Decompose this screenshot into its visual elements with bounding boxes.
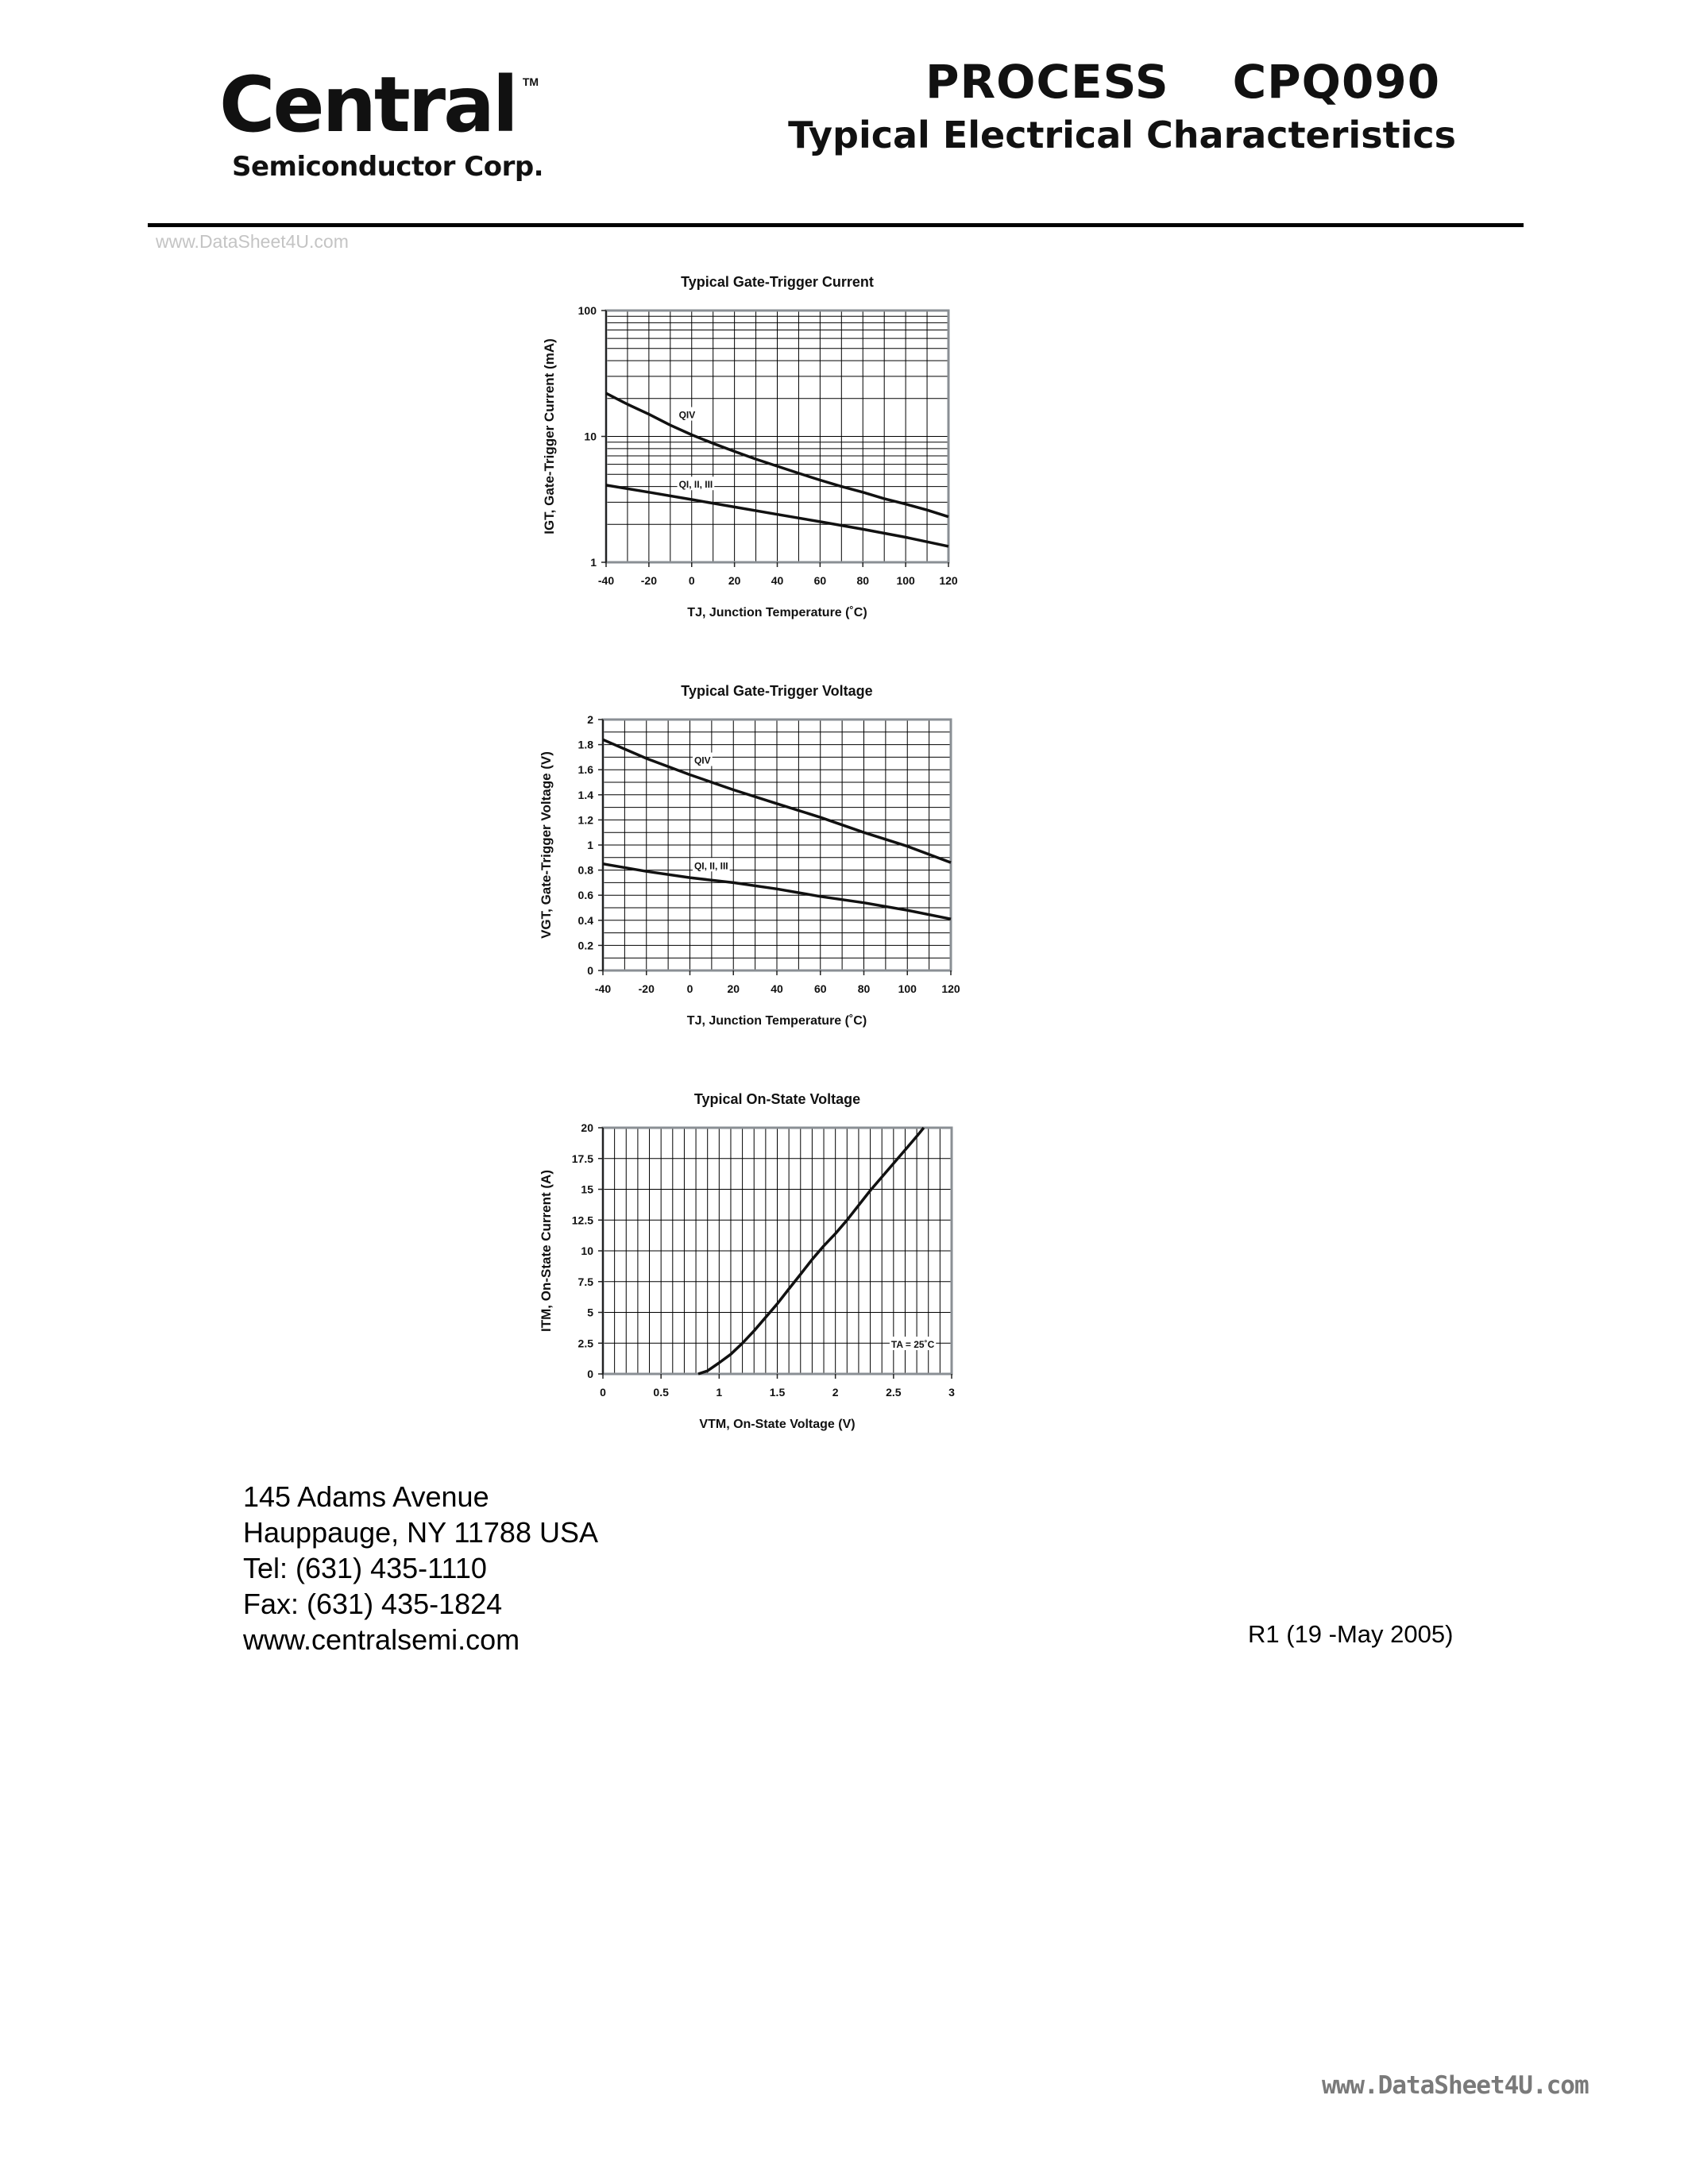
y-tick-label: 1.2 xyxy=(577,813,593,827)
company-logo-subtitle: Semiconductor Corp. xyxy=(232,151,544,183)
x-tick-label: -40 xyxy=(597,574,615,587)
y-tick-label: 0 xyxy=(587,964,593,977)
x-tick-label: 0 xyxy=(688,574,695,587)
y-tick-label: 1.8 xyxy=(577,738,593,751)
y-tick-label: 1.6 xyxy=(577,763,593,777)
x-tick-label: 60 xyxy=(813,982,827,995)
series-annotation: QIV xyxy=(678,409,696,421)
x-tick-label: 2 xyxy=(832,1386,839,1399)
y-axis-label: VGT, Gate-Trigger Voltage (V) xyxy=(539,751,554,939)
chart-1 xyxy=(542,274,958,619)
x-tick-label: -20 xyxy=(638,982,655,995)
y-tick-label: 1.4 xyxy=(577,788,593,801)
x-axis-label: TJ, Junction Temperature (˚C) xyxy=(686,1014,867,1028)
y-tick-label: 7.5 xyxy=(577,1275,593,1288)
y-axis-label: ITM, On-State Current (A) xyxy=(539,1170,554,1332)
y-axis-label: IGT, Gate-Trigger Current (mA) xyxy=(542,338,557,534)
y-tick-label: 2.5 xyxy=(577,1337,593,1350)
company-logo: Central xyxy=(219,60,516,149)
watermark-top: www.DataSheet4U.com xyxy=(156,231,349,252)
y-tick-label: 10 xyxy=(584,430,597,443)
chart-title: Typical On-State Voltage xyxy=(693,1091,861,1107)
x-axis-label: TJ, Junction Temperature (˚C) xyxy=(687,606,867,619)
x-tick-label: 0 xyxy=(600,1386,606,1399)
y-tick-label: 0.2 xyxy=(577,939,593,952)
y-tick-label: 0.6 xyxy=(577,889,593,902)
revision-label: R1 (19 -May 2005) xyxy=(1248,1620,1454,1648)
chart-title: Typical Gate-Trigger Current xyxy=(681,274,874,290)
x-tick-label: -20 xyxy=(640,574,657,587)
company-address xyxy=(243,1479,598,1657)
x-tick-label: 20 xyxy=(727,982,740,995)
y-tick-label: 100 xyxy=(577,304,597,317)
y-tick-label: 5 xyxy=(587,1306,593,1319)
website-link[interactable]: www.centralsemi.com xyxy=(243,1623,520,1656)
trademark-mark: TM xyxy=(522,75,539,88)
x-tick-label: -40 xyxy=(594,982,612,995)
chart-title: Typical Gate-Trigger Voltage xyxy=(681,683,873,699)
page-title: Typical Electrical Characteristics xyxy=(788,114,1456,156)
x-tick-label: 0 xyxy=(686,982,693,995)
x-tick-label: 120 xyxy=(939,574,958,587)
process-code: CPQ090 xyxy=(1232,55,1441,109)
chart-3 xyxy=(539,1091,955,1431)
y-tick-label: 0 xyxy=(587,1368,593,1380)
x-tick-label: 80 xyxy=(857,982,871,995)
x-tick-label: 3 xyxy=(948,1386,955,1399)
phone-line: Tel: (631) 435-1110 xyxy=(243,1552,487,1584)
x-tick-label: 1.5 xyxy=(769,1386,786,1399)
y-tick-label: 20 xyxy=(581,1121,593,1134)
y-tick-label: 12.5 xyxy=(571,1214,593,1227)
x-tick-label: 120 xyxy=(941,982,960,995)
x-tick-label: 20 xyxy=(728,574,741,587)
x-tick-label: 0.5 xyxy=(653,1386,669,1399)
x-tick-label: 1 xyxy=(716,1386,723,1399)
x-tick-label: 80 xyxy=(856,574,870,587)
y-tick-label: 15 xyxy=(581,1183,593,1196)
series-annotation: TA = 25˚C xyxy=(890,1339,935,1351)
x-tick-label: 2.5 xyxy=(886,1386,902,1399)
x-tick-label: 40 xyxy=(771,574,784,587)
x-tick-label: 40 xyxy=(771,982,783,995)
y-tick-label: 1 xyxy=(587,839,593,851)
x-axis-label: VTM, On-State Voltage (V) xyxy=(699,1418,856,1431)
series-annotation: QI, II, III xyxy=(693,860,728,872)
y-tick-label: 1 xyxy=(590,556,597,569)
y-tick-label: 2 xyxy=(587,713,593,726)
x-tick-label: 100 xyxy=(898,982,917,995)
address-line: Hauppauge, NY 11788 USA xyxy=(243,1516,598,1549)
fax-line: Fax: (631) 435-1824 xyxy=(243,1588,503,1620)
process-label: PROCESS xyxy=(925,55,1169,109)
x-tick-label: 100 xyxy=(896,574,915,587)
watermark-bottom: www.DataSheet4U.com xyxy=(1322,2071,1589,2100)
series-annotation: QIV xyxy=(693,754,711,766)
y-tick-label: 0.4 xyxy=(577,913,593,927)
y-tick-label: 10 xyxy=(581,1244,593,1257)
address-line: 145 Adams Avenue xyxy=(243,1480,489,1513)
series-annotation: QI, II, III xyxy=(678,479,713,491)
chart-2 xyxy=(539,683,960,1028)
x-tick-label: 60 xyxy=(813,574,827,587)
y-tick-label: 0.8 xyxy=(577,863,593,877)
y-tick-label: 17.5 xyxy=(571,1152,593,1165)
